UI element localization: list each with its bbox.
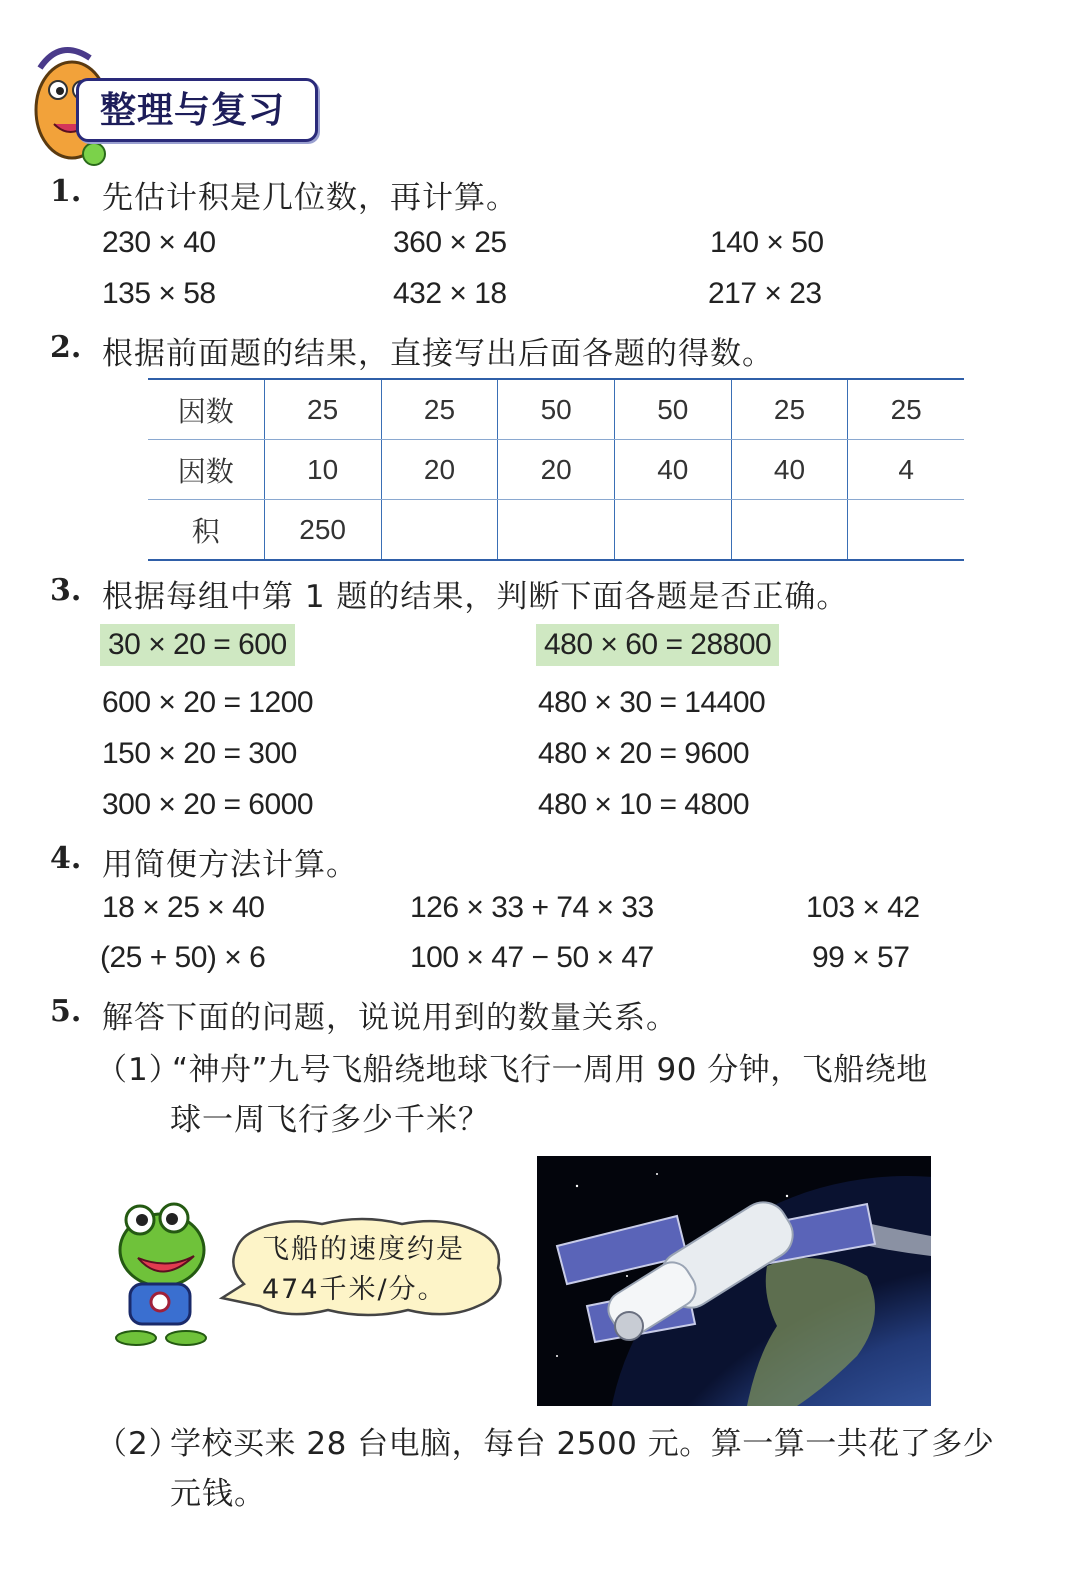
table-cell: 20 (498, 440, 615, 500)
bubble-line: 飞船的速度约是 (262, 1234, 465, 1265)
frog-character-icon (108, 1198, 216, 1350)
q5-text: 解答下面的问题，说说用到的数量关系。 (102, 1000, 678, 1036)
q1-text: 先估计积是几位数，再计算。 (102, 180, 518, 216)
q5-part2-text: 学校买来 28 台电脑，每台 2500 元。算一算一共花了多少 (170, 1426, 995, 1462)
q4-text: 用简便方法计算。 (102, 847, 358, 883)
q5-part1-text: “神舟”九号飞船绕地球飞行一周用 90 分钟，飞船绕地 (172, 1052, 928, 1088)
q4-expr: 18 × 25 × 40 (102, 891, 265, 924)
q4-expr: (25 + 50) × 6 (100, 941, 266, 974)
table-cell: 25 (848, 379, 964, 440)
q3-left-base: 30 × 20 = 600 (100, 624, 295, 666)
table-cell: 4 (848, 440, 964, 500)
q3-left-item: 150 × 20 = 300 (102, 737, 297, 770)
q4-expr: 103 × 42 (806, 891, 920, 924)
answer-cell[interactable] (848, 500, 964, 561)
q1-number: 1. (50, 174, 82, 209)
table-cell: 25 (381, 379, 498, 440)
q5-number: 5. (50, 994, 82, 1029)
q5-part2-text: 元钱。 (170, 1476, 266, 1512)
q3-right-item: 480 × 30 = 14400 (538, 686, 766, 719)
q3-right-item: 480 × 20 = 9600 (538, 737, 750, 770)
q1-expr: 432 × 18 (393, 277, 507, 310)
factor-table (148, 378, 964, 561)
q2-text: 根据前面题的结果，直接写出后面各题的得数。 (102, 336, 774, 372)
table-row (148, 500, 964, 561)
table-cell: 25 (731, 379, 848, 440)
table-cell: 20 (381, 440, 498, 500)
q5-part1-text: 球一周飞行多少千米？ (170, 1102, 490, 1138)
answer-cell[interactable] (381, 500, 498, 561)
row-label: 因数 (148, 379, 264, 440)
spacecraft-earth-photo (537, 1156, 931, 1406)
page-title: 整理与复习 (100, 90, 286, 131)
answer-cell[interactable] (731, 500, 848, 561)
q1-expr: 360 × 25 (393, 226, 507, 259)
answer-cell[interactable] (614, 500, 731, 561)
row-label: 因数 (148, 440, 264, 500)
q1-expr: 135 × 58 (102, 277, 216, 310)
q3-left-item: 600 × 20 = 1200 (102, 686, 314, 719)
q2-number: 2. (50, 330, 82, 365)
row-label: 积 (148, 500, 264, 561)
q3-text: 根据每组中第 1 题的结果，判断下面各题是否正确。 (102, 579, 849, 615)
q3-right-base: 480 × 60 = 28800 (536, 624, 779, 666)
table-cell: 250 (264, 500, 381, 561)
q3-number: 3. (50, 573, 82, 608)
q3-left-item: 300 × 20 = 6000 (102, 788, 314, 821)
q5-part2-label: （2） (96, 1426, 181, 1462)
table-cell: 40 (614, 440, 731, 500)
speech-bubble-text (262, 1230, 465, 1310)
q4-expr: 126 × 33 + 74 × 33 (410, 891, 654, 924)
table-cell: 10 (264, 440, 381, 500)
bubble-line: 474千米/分。 (262, 1274, 447, 1305)
table-cell: 40 (731, 440, 848, 500)
answer-cell[interactable] (498, 500, 615, 561)
table-row (148, 440, 964, 500)
q3-right-item: 480 × 10 = 4800 (538, 788, 750, 821)
table-cell: 50 (614, 379, 731, 440)
q4-expr: 100 × 47 − 50 × 47 (410, 941, 654, 974)
table-row (148, 379, 964, 440)
table-cell: 50 (498, 379, 615, 440)
q4-number: 4. (50, 841, 82, 876)
q1-expr: 230 × 40 (102, 226, 216, 259)
q1-expr: 140 × 50 (710, 226, 824, 259)
q4-expr: 99 × 57 (812, 941, 910, 974)
q1-expr: 217 × 23 (708, 277, 822, 310)
q5-part1-label: （1） (96, 1052, 181, 1088)
table-cell: 25 (264, 379, 381, 440)
